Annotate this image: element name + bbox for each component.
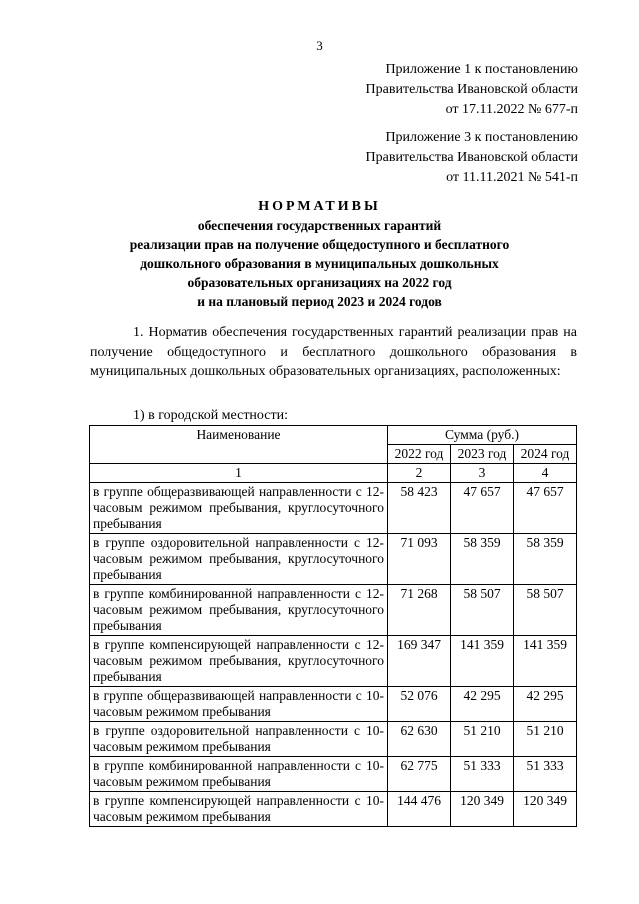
table-row (90, 757, 577, 792)
page-number: 3 (316, 38, 323, 53)
column-number: 3 (451, 464, 514, 483)
title-line: реализации прав на получение общедоступного и бесплатного (129, 237, 510, 252)
document-title (0, 197, 639, 311)
table-row (90, 534, 577, 585)
value-2023: 141 359 (451, 636, 514, 687)
value-2022: 62 775 (388, 757, 451, 792)
value-2022: 169 347 (388, 636, 451, 687)
appendix-1-line-1: Приложение 1 к постановлению (385, 62, 578, 77)
value-2024: 58 359 (514, 534, 577, 585)
title-line: образовательных организациях на 2022 год (187, 275, 452, 290)
title-main: НОРМАТИВЫ (258, 199, 381, 214)
appendix-2-line-2: Правительства Ивановской области (365, 150, 578, 165)
row-name: в группе компенсирующей направленности с 10-часовым режимом пребывания (90, 792, 388, 827)
value-2024: 51 333 (514, 757, 577, 792)
value-2023: 120 349 (451, 792, 514, 827)
row-name: в группе общеразвивающей направленности с 10-часовым режимом пребывания (90, 687, 388, 722)
subheading-urban: 1) в городской местности: (133, 408, 288, 423)
value-2023: 51 333 (451, 757, 514, 792)
table-colnum-row (90, 464, 577, 483)
value-2022: 144 476 (388, 792, 451, 827)
title-line: обеспечения государственных гарантий (197, 218, 442, 233)
value-2024: 141 359 (514, 636, 577, 687)
value-2024: 51 210 (514, 722, 577, 757)
paragraph-1 (90, 323, 577, 382)
row-name: в группе комбинированной направленности с 10-часовым режимом пребывания (90, 757, 388, 792)
value-2024: 120 349 (514, 792, 577, 827)
row-name: в группе оздоровительной направленности с 10-часовым режимом пребывания (90, 722, 388, 757)
header-sum: Сумма (руб.) (388, 426, 577, 445)
title-line: и на плановый период 2023 и 2024 годов (197, 294, 442, 309)
table-row (90, 483, 577, 534)
value-2023: 47 657 (451, 483, 514, 534)
header-year: 2022 год (388, 445, 451, 464)
header-year: 2023 год (451, 445, 514, 464)
header-name: Наименование (90, 426, 388, 464)
value-2022: 62 630 (388, 722, 451, 757)
row-name: в группе общеразвивающей направленности с 12-часовым режимом пребывания, круглосуточного пребывания (90, 483, 388, 534)
value-2022: 52 076 (388, 687, 451, 722)
value-2023: 42 295 (451, 687, 514, 722)
value-2023: 51 210 (451, 722, 514, 757)
appendix-note-1 (366, 60, 578, 120)
appendix-1-line-2: Правительства Ивановской области (365, 82, 578, 97)
value-2024: 42 295 (514, 687, 577, 722)
row-name: в группе оздоровительной направленности с 12-часовым режимом пребывания, круглосуточного пребывания (90, 534, 388, 585)
value-2022: 71 268 (388, 585, 451, 636)
table-row (90, 636, 577, 687)
column-number: 4 (514, 464, 577, 483)
row-name: в группе комбинированной направленности с 12-часовым режимом пребывания, круглосуточного пребывания (90, 585, 388, 636)
value-2022: 71 093 (388, 534, 451, 585)
appendix-2-line-3: от 11.11.2021 № 541-п (446, 170, 578, 185)
value-2023: 58 507 (451, 585, 514, 636)
table-row (90, 792, 577, 827)
column-number: 1 (90, 464, 388, 483)
paragraph-1-text: 1. Норматив обеспечения государственных гарантий реализации прав на получение общедоступного и бесплатного дошкольного образования в муниципальных дошкольных образовательных организациях, расположенных: (90, 325, 577, 379)
appendix-1-line-3: от 17.11.2022 № 677-п (445, 102, 578, 117)
norms-table (89, 425, 577, 827)
value-2023: 58 359 (451, 534, 514, 585)
table-header-row (90, 426, 577, 445)
column-number: 2 (388, 464, 451, 483)
row-name: в группе компенсирующей направленности с 12-часовым режимом пребывания, круглосуточного пребывания (90, 636, 388, 687)
table-row (90, 585, 577, 636)
table-row (90, 687, 577, 722)
value-2022: 58 423 (388, 483, 451, 534)
appendix-2-line-1: Приложение 3 к постановлению (385, 130, 578, 145)
value-2024: 58 507 (514, 585, 577, 636)
header-year: 2024 год (514, 445, 577, 464)
title-line: дошкольного образования в муниципальных дошкольных (140, 256, 499, 271)
appendix-note-2 (366, 128, 578, 188)
table-row (90, 722, 577, 757)
value-2024: 47 657 (514, 483, 577, 534)
